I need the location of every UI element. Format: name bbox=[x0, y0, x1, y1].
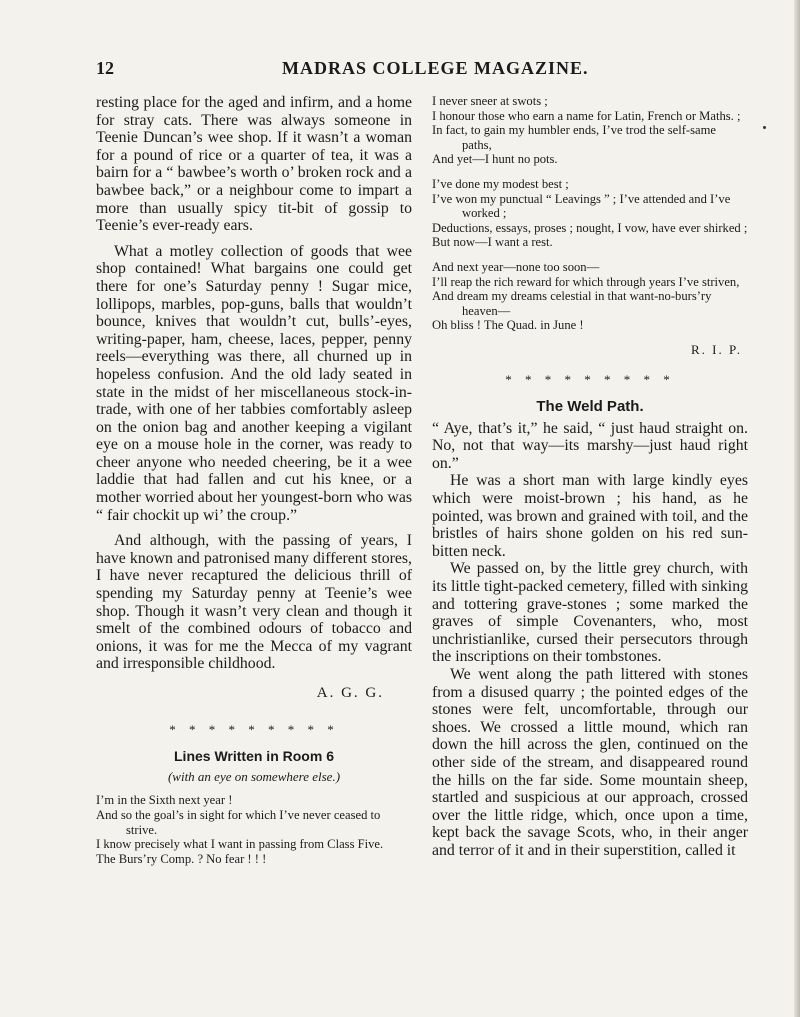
page-edge bbox=[794, 0, 800, 1017]
poem-line: I’m in the Sixth next year ! bbox=[96, 793, 233, 808]
poem-line: Oh bliss ! The Quad. in June ! bbox=[432, 318, 584, 333]
poem-line: I’ll reap the rich reward for which through years I’ve striven, bbox=[432, 274, 740, 289]
section-separator: * * * * * * * * * bbox=[505, 371, 675, 387]
poem-verse bbox=[96, 793, 412, 866]
poem-line: And so the goal’s in sight for which I’ve never ceased to strive. bbox=[96, 807, 381, 837]
poem-line: I honour those who earn a name for Latin, French or Maths. ; bbox=[432, 108, 741, 123]
poem-verse bbox=[432, 94, 748, 167]
page-header bbox=[96, 58, 748, 82]
poem-line: And next year—none too soon— bbox=[432, 259, 600, 274]
poem-verse bbox=[432, 177, 748, 250]
poem-line: I know precisely what I want in passing from Class Five. bbox=[96, 837, 384, 852]
story-title: The Weld Path. bbox=[536, 398, 644, 416]
poem-signature: R. I. P. bbox=[690, 341, 742, 357]
essay-paragraph: What a motley collection of goods that wee shop contained! What bargains one could get there for one’s Saturday penny ! Sugar mice, lollipops, marbles, pop-guns, balls that wouldn’t bounce, knives that wouldn’t cut, bulls’-eyes, writing-paper, ham, cheese, laces, pepper, penny reels—everything was there, all churned up in hopeless confusion. And the old lady seated in state in the midst of her miscellaneous stock-in-trade, with one of her tabbies comfortably asleep on the onion bag and another keeping a vigilant eye on a mouse hole in the corner, was ready to cheer anyone who needed cheering, be it a wee laddie that had fallen and cut his knee, or a mother worried about her youngest-born who was “ fair chockit up wi’ the croup.” bbox=[96, 242, 412, 524]
ink-speck bbox=[763, 126, 766, 129]
story-paragraph: “ Aye, that’s it,” he said, “ just haud straight on. No, not that way—its marshy—just haud right on.” bbox=[432, 419, 748, 472]
left-column bbox=[96, 94, 412, 866]
poem-line: But now—I want a rest. bbox=[432, 235, 553, 250]
poem-line: The Burs’ry Comp. ? No fear ! ! ! bbox=[96, 851, 267, 866]
poem-line: I’ve won my punctual “ Leavings ” ; I’ve attended and I’ve worked ; bbox=[432, 191, 731, 221]
poem-title: Lines Written in Room 6 bbox=[174, 748, 334, 765]
poem-line: And yet—I hunt no pots. bbox=[432, 152, 558, 167]
essay-paragraph: resting place for the aged and infirm, and a home for stray cats. There was always someone in Teenie Duncan’s wee shop. If it wasn’t a woman for a pound of rice or a quarter of tea, it was a bairn for a “ bawbee’s worth o’ broken rock and a bawbee back,” or a neighbour come to impart a more than usually spicy tit-bit of gossip to Teenie’s ever-ready ears. bbox=[96, 94, 412, 235]
poem-line: I’ve done my modest best ; bbox=[432, 176, 569, 191]
right-column bbox=[432, 94, 748, 860]
story-paragraph: We went along the path littered with stones from a disused quarry ; the pointed edges of the stones were felt, uncomfortable, through our shoes. We crossed a little mound, which ran down the hill across the glen, continued on the other side of the stream, and disappeared round the hills on the far side. Some mountain sheep, startled and suspicious at our approach, crossed over the little ridge, which, once upon a time, kept back the savage Scots, who, in their anger and terror of it and in their superstition, called it bbox=[432, 666, 748, 859]
poem-line: I never sneer at swots ; bbox=[432, 94, 548, 108]
magazine-title: MADRAS COLLEGE MAGAZINE. bbox=[282, 58, 589, 78]
poem-line: In fact, to gain my humbler ends, I’ve trod the self-same paths, bbox=[432, 123, 716, 152]
essay-signature: A. G. G. bbox=[316, 685, 384, 701]
poem-line: And dream my dreams celestial in that want-no-burs’ry heaven— bbox=[432, 289, 712, 318]
section-separator: * * * * * * * * * bbox=[169, 721, 339, 737]
poem-subtitle: (with an eye on somewhere else.) bbox=[167, 768, 341, 784]
poem-line: Deductions, essays, proses ; nought, I vow, have ever shirked ; bbox=[432, 220, 748, 235]
story-paragraph: We passed on, by the little grey church, with its little tight-packed cemetery, filled with sinking and tottering grave-stones ; some marked the graves of simple Covenanters, who, most unchristianlike, cursed their persecutors through the inscriptions on their tombstones. bbox=[432, 560, 748, 666]
poem-verse bbox=[432, 260, 748, 333]
essay-paragraph: And although, with the passing of years, I have known and patronised many different stores, I have never recaptured the delicious thrill of spending my Saturday penny at Teenie’s wee shop. Though it wasn’t very clean and though it smelt of the combined odours of tobacco and onions, it was for me the Mecca of my vagrant and irresponsible childhood. bbox=[96, 532, 412, 673]
page-number: 12 bbox=[96, 58, 114, 78]
story-paragraph: He was a short man with large kindly eyes which were moist-brown ; his hand, as he pointed, was brown and grained with toil, and the bristles of hairs shone golden on his red sun-bitten neck. bbox=[432, 472, 748, 560]
